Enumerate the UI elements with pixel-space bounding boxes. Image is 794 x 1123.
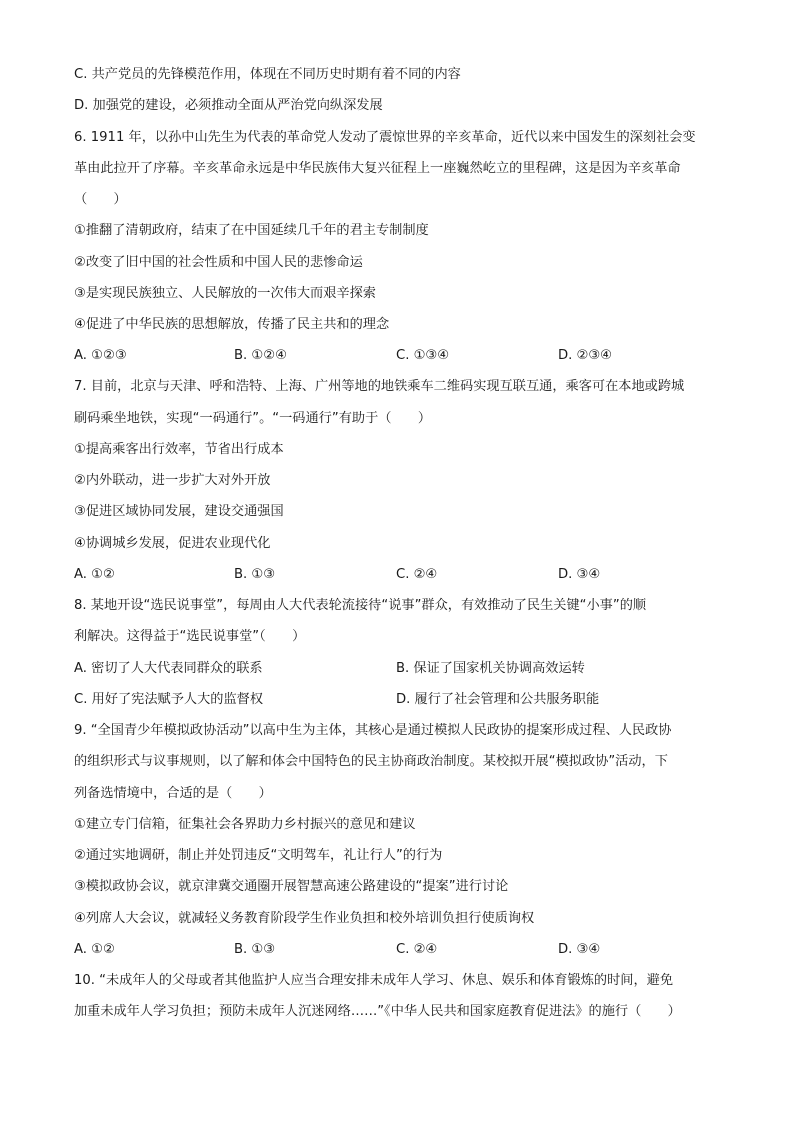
q6-option-a: A. ①②③ xyxy=(74,348,127,363)
q6-item-3: ③是实现民族独立、人民解放的一次伟大而艰辛探索 xyxy=(74,286,376,301)
q7-item-1: ①提高乘客出行效率，节省出行成本 xyxy=(74,442,284,457)
q7-item-2: ②内外联动，进一步扩大对外开放 xyxy=(74,473,271,488)
q8-stem-line-1: 8. 某地开设“选民说事堂”，每周由人大代表轮流接待“说事”群众，有效推动了民生关键“小事”的顺 xyxy=(74,598,647,613)
q6-option-b: B. ①②④ xyxy=(234,348,287,363)
q9-stem-line-1: 9. “全国青少年模拟政协活动”以高中生为主体，其核心是通过模拟人民政协的提案形成过程、人民政协 xyxy=(74,723,672,738)
q9-stem-line-2: 的组织形式与议事规则，以了解和体会中国特色的民主协商政治制度。某校拟开展“模拟政协”活动，下 xyxy=(74,754,668,769)
q9-item-4: ④列席人大会议，就减轻义务教育阶段学生作业负担和校外培训负担行使质询权 xyxy=(74,911,535,926)
q8-options-row-1 xyxy=(74,660,734,678)
q6-stem-line-2: 革由此拉开了序幕。辛亥革命永远是中华民族伟大复兴征程上一座巍然屹立的里程碑，这是因为辛亥革命 xyxy=(74,161,681,176)
q8-option-c: C. 用好了宪法赋予人大的监督权 xyxy=(74,692,264,707)
q8-option-b: B. 保证了国家机关协调高效运转 xyxy=(396,661,585,676)
q5-option-c: C. 共产党员的先锋模范作用，体现在不同历史时期有着不同的内容 xyxy=(74,67,461,82)
q7-stem-line-2: 刷码乘坐地铁，实现“一码通行”。“一码通行”有助于（ ） xyxy=(74,411,432,426)
q9-item-3: ③模拟政协会议，就京津冀交通圈开展智慧高速公路建设的“提案”进行讨论 xyxy=(74,879,509,894)
q9-item-2: ②通过实地调研，制止并处罚违反“文明驾车，礼让行人”的行为 xyxy=(74,848,443,863)
q10-stem-line-2: 加重未成年人学习负担；预防未成年人沉迷网络……”《中华人民共和国家庭教育促进法》的施行（ ） xyxy=(74,1004,681,1019)
q6-item-2: ②改变了旧中国的社会性质和中国人民的悲惨命运 xyxy=(74,255,363,270)
q9-stem-line-3: 列备选情境中，合适的是（ ） xyxy=(74,786,272,801)
q6-stem-line-1: 6. 1911 年，以孙中山先生为代表的革命党人发动了震惊世界的辛亥革命，近代以来中国发生的深刻社会变 xyxy=(74,130,696,145)
q8-option-a: A. 密切了人大代表同群众的联系 xyxy=(74,661,263,676)
q7-item-4: ④协调城乡发展，促进农业现代化 xyxy=(74,536,271,551)
q6-option-c: C. ①③④ xyxy=(396,348,450,363)
q9-option-b: B. ①③ xyxy=(234,942,276,957)
q6-stem-line-3: （ ） xyxy=(74,192,127,207)
q9-options xyxy=(74,941,734,959)
q10-stem-line-1: 10. “未成年人的父母或者其他监护人应当合理安排未成年人学习、休息、娱乐和体育锻炼的时间，避免 xyxy=(74,973,674,988)
q9-item-1: ①建立专门信箱，征集社会各界助力乡村振兴的意见和建议 xyxy=(74,817,416,832)
q6-item-1: ①推翻了清朝政府，结束了在中国延续几千年的君主专制制度 xyxy=(74,223,429,238)
q9-option-d: D. ③④ xyxy=(558,942,601,957)
q6-option-d: D. ②③④ xyxy=(558,348,613,363)
q7-option-d: D. ③④ xyxy=(558,567,601,582)
q7-option-c: C. ②④ xyxy=(396,567,438,582)
q7-option-a: A. ①② xyxy=(74,567,115,582)
q7-options xyxy=(74,566,734,584)
q7-item-3: ③促进区域协同发展，建设交通强国 xyxy=(74,504,284,519)
q8-stem-line-2: 利解决。这得益于“选民说事堂”（ ） xyxy=(74,629,306,644)
q5-option-d: D. 加强党的建设，必须推动全面从严治党向纵深发展 xyxy=(74,98,383,113)
q9-option-c: C. ②④ xyxy=(396,942,438,957)
q6-options xyxy=(74,347,734,365)
q8-option-d: D. 履行了社会管理和公共服务职能 xyxy=(396,692,600,707)
q9-option-a: A. ①② xyxy=(74,942,115,957)
q7-option-b: B. ①③ xyxy=(234,567,276,582)
q6-item-4: ④促进了中华民族的思想解放，传播了民主共和的理念 xyxy=(74,317,390,332)
q8-options-row-2 xyxy=(74,691,734,709)
q7-stem-line-1: 7. 目前，北京与天津、呼和浩特、上海、广州等地的地铁乘车二维码实现互联互通，乘客可在本地或跨城 xyxy=(74,379,685,394)
